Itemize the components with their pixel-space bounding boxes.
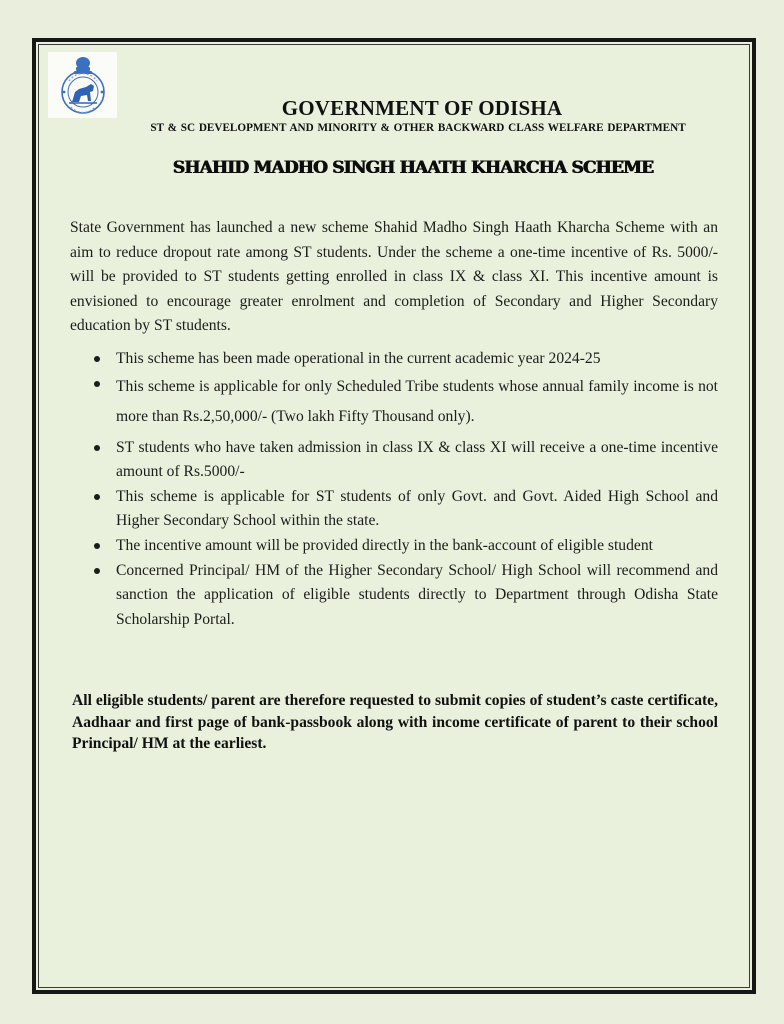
notice-body <box>70 216 718 632</box>
scheme-point: ST students who have taken admission in class IX & class XI will receive a one-time incentive amount of Rs.5000/- <box>116 436 718 485</box>
scheme-points-list <box>70 347 718 632</box>
department-name: ST & SC DEVELOPMENT AND MINORITY & OTHER BACKWARD CLASS WELFARE DEPARTMENT <box>150 122 686 134</box>
scheme-point: This scheme is applicable for ST students of only Govt. and Govt. Aided High School and Higher Secondary School within the state. <box>116 485 718 534</box>
intro-paragraph: State Government has launched a new scheme Shahid Madho Singh Haath Kharcha Scheme with an aim to reduce dropout rate among ST students. Under the scheme a one-time incentive of Rs. 5000/- will be provided to ST students getting enrolled in class IX & class XI. This incentive amount is envisioned to encourage greater enrolment and completion of Secondary and Higher Secondary education by ST students. <box>70 219 718 335</box>
scheme-point: This scheme has been made operational in the current academic year 2024-25 <box>116 347 718 372</box>
scheme-point: This scheme is applicable for only Scheduled Tribe students whose annual family income is not more than Rs.2,50,000/- (Two lakh Fifty Thousand only). <box>116 372 718 432</box>
closing-request: All eligible students/ parent are therefore requested to submit copies of student’s caste certificate, Aadhaar and first page of bank-passbook along with income certificate of parent to their school Principal/ HM at the earliest. <box>72 692 718 752</box>
scheme-title: SHAHID MADHO SINGH HAATH KHARCHA SCHEME <box>172 158 654 178</box>
scheme-point: Concerned Principal/ HM of the Higher Secondary School/ High School will recommend and sanction the application of eligible students directly to Department through Odisha State Scholarship Portal. <box>116 559 718 633</box>
scheme-point: The incentive amount will be provided directly in the bank-account of eligible student <box>116 534 718 559</box>
government-title: GOVERNMENT OF ODISHA <box>281 96 563 120</box>
